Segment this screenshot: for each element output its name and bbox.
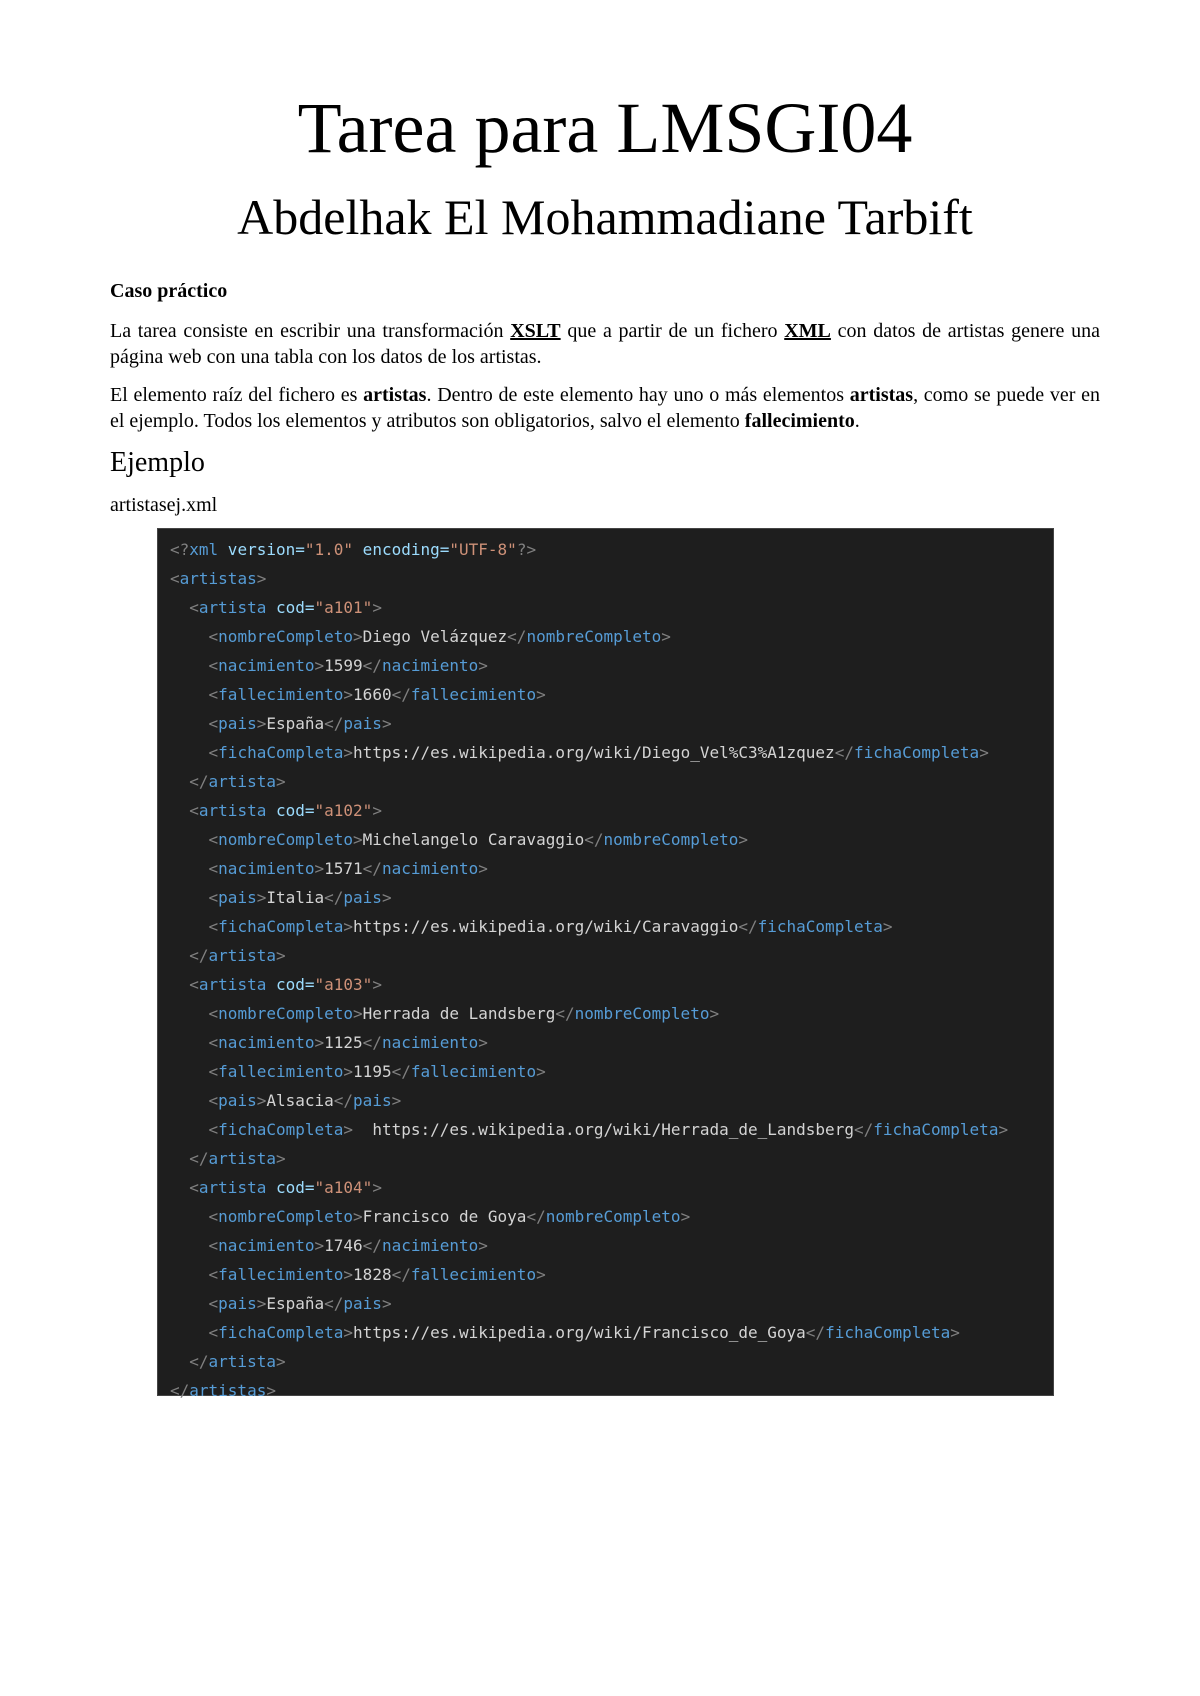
- description-paragraph-2: El elemento raíz del fichero es artistas. Dentro de este elemento hay uno o más elementos artistas, como se puede ver en el ejemplo. Todos los elementos y atributos son obligatorios, salvo el elemento fallecimiento.: [110, 384, 1100, 432]
- code-line: <fichaCompleta>https://es.wikipedia.org/wiki/Francisco_de_Goya</fichaCompleta>: [208, 1323, 960, 1342]
- code-line: </artista>: [189, 1149, 286, 1168]
- code-line: <artista cod="a103">: [189, 975, 382, 994]
- code-line: <artista cod="a104">: [189, 1178, 382, 1197]
- code-line: <nacimiento>1571</nacimiento>: [208, 859, 488, 878]
- code-line: <artista cod="a102">: [189, 801, 382, 820]
- optional-element-term: fallecimiento: [744, 410, 855, 432]
- code-line: <pais>España</pais>: [208, 1294, 392, 1313]
- code-line: <nacimiento>1599</nacimiento>: [208, 656, 488, 675]
- code-line: <pais>España</pais>: [208, 714, 392, 733]
- code-line: <artistas>: [170, 569, 267, 588]
- code-line: <fichaCompleta> https://es.wikipedia.org/wiki/Herrada_de_Landsberg</fichaCompleta>: [208, 1120, 1009, 1139]
- document-author: Abdelhak El Mohammadiane Tarbift: [237, 189, 973, 245]
- code-line: <nombreCompleto>Diego Velázquez</nombreCompleto>: [208, 627, 671, 646]
- code-line: <fichaCompleta>https://es.wikipedia.org/wiki/Diego_Vel%C3%A1zquez</fichaCompleta>: [208, 743, 989, 762]
- section-label: Caso práctico: [110, 280, 228, 302]
- xml-term: XML: [784, 320, 831, 342]
- code-line: <pais>Italia</pais>: [208, 888, 392, 907]
- code-line: </artista>: [189, 772, 286, 791]
- code-line: <fallecimiento>1195</fallecimiento>: [208, 1062, 546, 1081]
- code-line: <nacimiento>1746</nacimiento>: [208, 1236, 488, 1255]
- description-paragraph-1: La tarea consiste en escribir una transformación XSLT que a partir de un fichero XML con datos de artistas genere una página web con una tabla con los datos de los artistas.: [110, 320, 1101, 368]
- code-line: </artistas>: [170, 1381, 276, 1400]
- code-line: </artista>: [189, 1352, 286, 1371]
- code-line: <fallecimiento>1828</fallecimiento>: [208, 1265, 546, 1284]
- code-line: <nombreCompleto>Francisco de Goya</nombreCompleto>: [208, 1207, 691, 1226]
- code-line: <fallecimiento>1660</fallecimiento>: [208, 685, 546, 704]
- code-line: <artista cod="a101">: [189, 598, 382, 617]
- code-line: </artista>: [189, 946, 286, 965]
- code-line: <?xml version="1.0" encoding="UTF-8"?>: [170, 540, 537, 559]
- root-element-term: artistas: [363, 384, 427, 406]
- code-block: [157, 528, 1054, 1400]
- code-line: <pais>Alsacia</pais>: [208, 1091, 402, 1110]
- code-line: <nombreCompleto>Michelangelo Caravaggio</nombreCompleto>: [208, 830, 748, 849]
- code-line: <nacimiento>1125</nacimiento>: [208, 1033, 488, 1052]
- xslt-term: XSLT: [510, 320, 561, 342]
- code-line: <nombreCompleto>Herrada de Landsberg</nombreCompleto>: [208, 1004, 720, 1023]
- code-line: <fichaCompleta>https://es.wikipedia.org/wiki/Caravaggio</fichaCompleta>: [208, 917, 893, 936]
- document-title: Tarea para LMSGI04: [297, 88, 913, 168]
- example-heading: Ejemplo: [110, 447, 205, 478]
- example-filename: artistasej.xml: [110, 494, 218, 516]
- child-element-term: artistas: [849, 384, 914, 406]
